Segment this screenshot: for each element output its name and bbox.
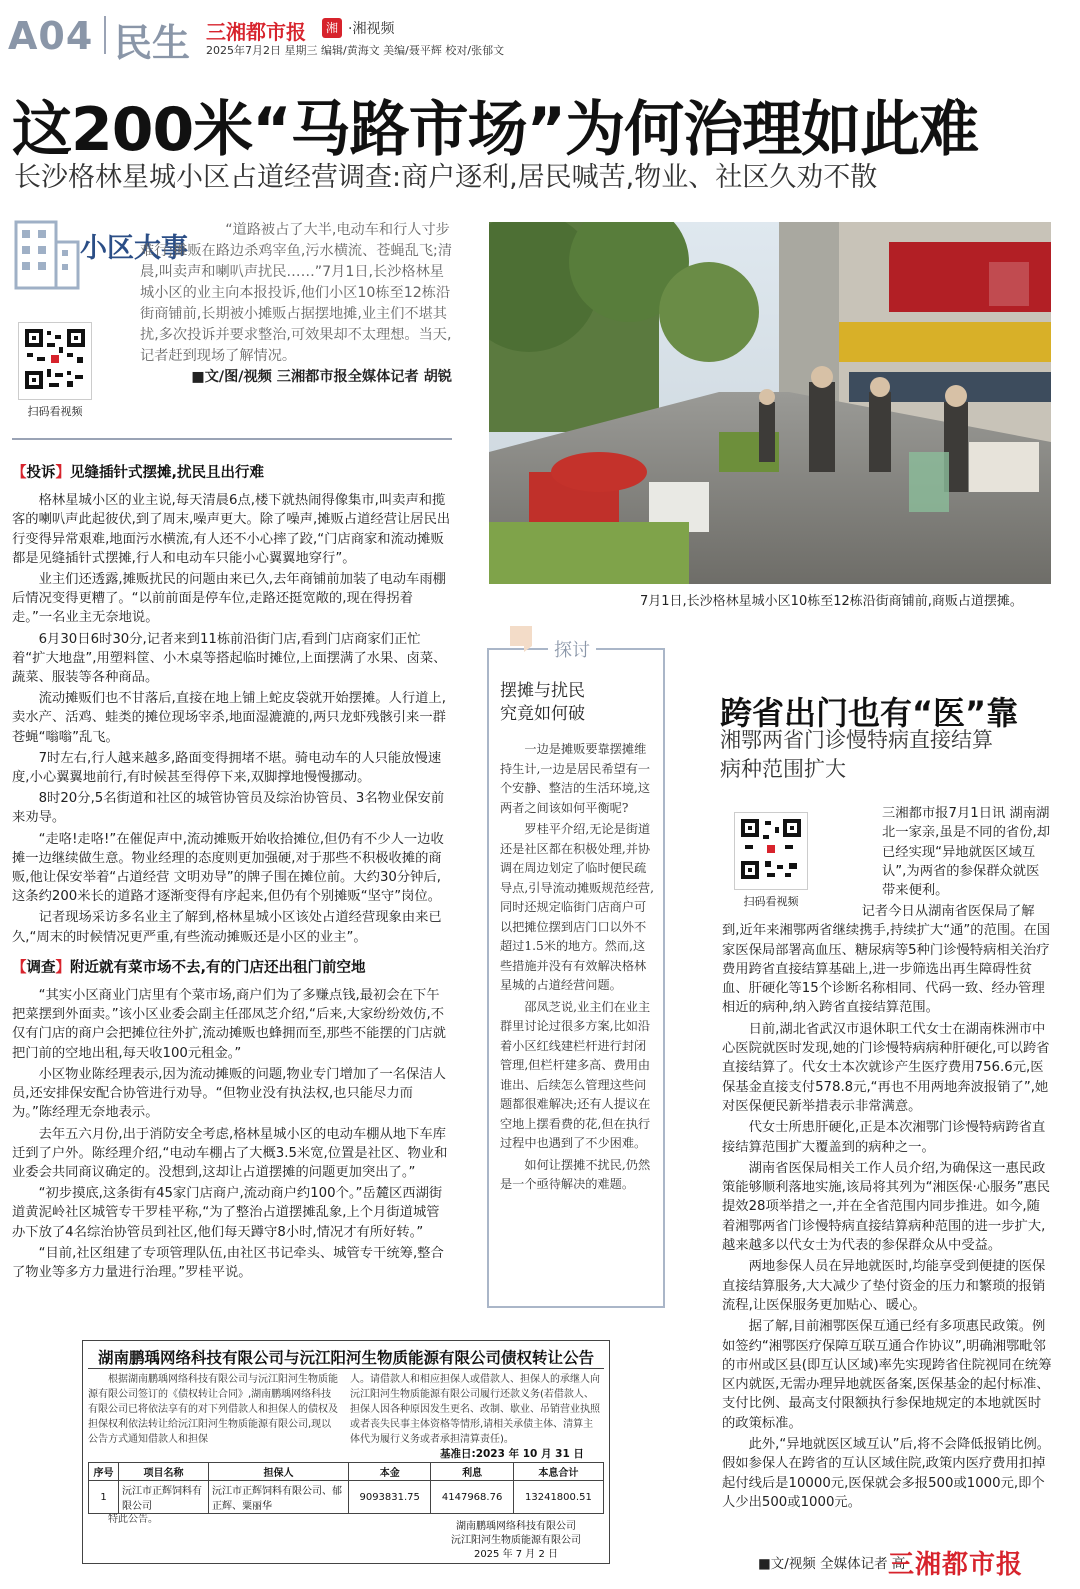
right-headline: 跨省出门也有“医”靠: [720, 694, 1019, 732]
signer-date: 2025 年 7 月 2 日: [473, 1549, 559, 1560]
right-byline: ■文/视频 全媒体记者 高: [758, 1556, 906, 1572]
paragraph: “目前,社区组建了专项管理队伍,由社区书记牵头、城管专干统筹,整合了物业等多方力量进行治理。”罗桂平说。: [12, 1245, 444, 1280]
footer-logo: 三湘都市报: [888, 1550, 1024, 1580]
table-cell: 9093831.75: [349, 1481, 431, 1514]
qr-code-icon[interactable]: [18, 322, 92, 400]
right-lead: [882, 804, 1052, 900]
right-article-body: [722, 902, 1052, 1514]
intro-block: [140, 220, 452, 388]
section2-heading: 【调查】附近就有菜市场不去,有的门店还出租门前空地: [12, 959, 366, 976]
qr-pattern: [739, 817, 803, 881]
col-header: 序号: [89, 1463, 119, 1481]
paragraph: 记者今日从湖南省医保局了解到,近年来湘鄂两省继续携手,持续扩大“通”的范围。在国家医保局部署高血压、糖尿病等5种门诊慢特病相关治疗费用跨省直接结算基础上,进一步筛选出再生障碍性贫血、肝硬化等15个诊断名称相同、代码一致、经办管理相近的病种,纳入跨省直接结算范围。: [722, 904, 1051, 1016]
notice-text-left: 根据湖南鹏瑀网络科技有限公司与沅江阳河生物质能源有限公司签订的《债权转让合同》,湖南鹏瑀网络科技有限公司已将依法享有的对下列借款人和担保人的债权及担保权利依法转让给沅江阳河生物质能源有限公司,现以公告方式通知借款人和担保: [88, 1374, 338, 1445]
paragraph: 业主们还透露,摊贩扰民的问题由来已久,去年商铺前加装了电动车雨棚后情况变得更糟了。“以前前面是停车位,走路还挺宽敞的,现在得拐着走。”一名业主无奈地说。: [12, 572, 446, 626]
notice-rule: [88, 1368, 604, 1369]
paragraph: 8时20分,5名街道和社区的城管协管员及综治协管员、3名物业保安前来劝导。: [12, 791, 445, 826]
paragraph: 流动摊贩们也不甘落后,直接在地上铺上蛇皮袋就开始摆摊。人行道上,卖水产、活鸡、蛙类的摊位现场宰杀,地面湿漉漉的,两只龙虾残骸引来一群苍蝇“嗡嗡”乱飞。: [12, 691, 446, 745]
paragraph: 如何让摆摊不扰民,仍然是一个亟待解决的难题。: [500, 1157, 651, 1191]
table-cell: 13241800.51: [513, 1481, 603, 1514]
table-cell: 沅江市正辉饲料有限公司、郁正辉、粟丽华: [209, 1481, 349, 1514]
qr-code-icon[interactable]: [734, 812, 808, 890]
paragraph: 记者现场采访多名业主了解到,格林星城小区该处占道经营现象由来已久,“周末的时候情况更严重,有些流动摊贩还是小区的业主”。: [12, 910, 442, 945]
table-row: [89, 1481, 604, 1514]
section2-tag: 调查: [26, 959, 56, 976]
paragraph: 罗桂平介绍,无论是街道还是社区都在积极处理,并协调在周边划定了临时便民疏导点,引导流动摊贩规范经营,同时还规定临街门店商户可以把摊位摆到店门口以外不超过1.5米的地方。然而,这些措施并没有有效解决格林星城的占道经营问题。: [500, 822, 654, 992]
discussion-text: [500, 740, 654, 1197]
paragraph: 小区物业陈经理表示,因为流动摊贩的问题,物业专门增加了一名保洁人员,还安排保安配合协管进行劝导。“但物业没有执法权,也只能尽力而为。”陈经理无奈地表示。: [12, 1066, 446, 1121]
qr-caption: 扫码看视频: [743, 895, 799, 908]
paragraph: 去年五六月份,出于消防安全考虑,格林星城小区的电动车棚从地下车库迁到了户外。陈经理介绍,“电动车棚占了大概3.5米宽,位置是社区、物业和业委会共同商议确定的。没想到,这却让占道摆摊的问题更加突出了。”: [12, 1126, 448, 1180]
right-lead-text: 三湘都市报7月1日讯 湖南湖北一家亲,虽是不同的省份,却已经实现“异地就医区域互认”,为两省的参保群众就医带来便利。: [882, 806, 1051, 899]
paragraph: 一边是摊贩要靠摆摊维持生计,一边是居民希望有一个安静、整洁的生活环境,这两者之间该如何平衡呢?: [500, 742, 651, 815]
qr-block[interactable]: [18, 322, 92, 419]
paragraph: 格林星城小区的业主说,每天清晨6点,楼下就热闹得像集市,叫卖声和揽客的喇叭声此起彼伏,到了周末,噪声更大。除了噪声,摊贩占道经营让居民出行变得异常艰难,地面污水横流,有人还不小心摔了跤,“门店商家和流动摊贩都是见缝插针式摆摊,行人和电动车只能小心翼翼地穿行”。: [12, 493, 451, 566]
notice-table: [88, 1462, 604, 1514]
street-market-photo: [489, 222, 1051, 584]
discussion-title: 摆摊与扰民 究竟如何破: [500, 681, 585, 724]
paragraph: “走咯!走咯!”在催促声中,流动摊贩开始收拾摊位,但仍有不少人一边收摊一边继续做生意。物业经理的态度则更加强硬,对于那些不积极收摊的商贩,他让保安举着“占道经营 文明劝导”的牌子围在摊位前。大约30分钟后,这条约200米长的道路才逐渐变得有序起来,但仍有个别摊贩“坚守”岗位。: [12, 831, 444, 905]
table-cell: 沅江市正辉饲料有限公司: [119, 1481, 209, 1514]
section1-tag: 投诉: [26, 465, 56, 481]
column-logo-text: 小区大事: [80, 233, 188, 264]
section-name: 民生: [114, 21, 191, 65]
header-divider: [104, 16, 106, 54]
paragraph: “初步摸底,这条街有45家门店商户,流动商户约100个。”岳麓区西湖街道黄泥岭社区城管专干罗桂平称,“为了整治占道摆摊乱象,上个月街道城管办下放了4名综治协管员到社区,他们每天蹲守8小时,情况才有所好转。”: [12, 1186, 443, 1240]
masthead-brand: 三湘都市报: [206, 20, 306, 44]
section2-title: 附近就有菜市场不去,有的门店还出租门前空地: [70, 959, 366, 976]
discussion-tag: 探讨: [548, 636, 596, 662]
article-column-left: [12, 458, 452, 1284]
qr-pattern: [23, 327, 87, 391]
notice-cutoff-date: 基准日:2023 年 10 月 31 日: [440, 1448, 584, 1460]
paragraph: 据了解,目前湘鄂医保互通已经有多项惠民政策。例如签约“湘鄂医疗保障互联互通合作协议”,明确湘鄂毗邻的市州或区县(即互认区域)率先实现跨省住院视同在统筹区内就医,无需办理异地就医备案,医保基金的起付标准、支付比例、最高支付限额执行参保地规定的本地就医时的政策标准。: [722, 1319, 1052, 1431]
main-subheadline: 长沙格林星城小区占道经营调查:商户逐利,居民喊苦,物业、社区久劝不散: [14, 162, 878, 193]
intro-byline: ■文/图/视频 三湘都市报全媒体记者 胡锐: [191, 369, 452, 385]
paragraph: 此外,“异地就医区域互认”后,将不会降低报销比例。假如参保人在跨省的互认区域住院,政策内医疗费用扣掉起付线后是10000元,医保就会多报500或1000元,即个人少出500或1000元。: [722, 1437, 1051, 1510]
page-number: A04: [8, 14, 94, 58]
paragraph: 湖南省医保局相关工作人员介绍,为确保这一惠民政策能够顺利落地实施,该局将其列为“湘医保·心服务”惠民提效28项举措之一,并在全省范围内同步推进。如今,随着湘鄂两省门诊慢特病直接结算病种范围的进一步扩大,越来越多以代女士为代表的参保群众从中受益。: [722, 1160, 1051, 1254]
col-header: 担保人: [209, 1463, 349, 1481]
table-header-row: [89, 1463, 604, 1481]
notice-footnote: 特此公告。: [108, 1514, 158, 1525]
paragraph: 7时左右,行人越来越多,路面变得拥堵不堪。骑电动车的人只能放慢速度,小心翼翼地前行,有时候甚至得停下来,双脚撑地慢慢挪动。: [12, 750, 442, 786]
photo-caption: 7月1日,长沙格林星城小区10栋至12栋沿街商铺前,商贩占道摆摊。: [640, 594, 1023, 609]
section1-title: 见缝插针式摆摊,扰民且出行难: [70, 465, 265, 481]
col-header: 项目名称: [119, 1463, 209, 1481]
issue-meta: 2025年7月2日 星期三 编辑/黄海文 美编/聂平辉 校对/张郁文: [206, 44, 505, 57]
section1-heading: 【投诉】见缝插针式摆摊,扰民且出行难: [12, 465, 265, 481]
col-header: 本金: [349, 1463, 431, 1481]
intro-text: “道路被占了大半,电动车和行人寸步难行;摊贩在路边杀鸡宰鱼,污水横流、苍蝇乱飞;清晨,叫卖声和喇叭声扰民……”7月1日,长沙格林星城小区的业主向本报投诉,他们小区10栋至12栋沿街商铺前,长期被小摊贩占据摆地摊,业主们不堪其扰,多次投诉并要求整治,可效果却不太理想。当天,记者赶到现场了解情况。: [140, 222, 453, 364]
brand-badge: 湘: [322, 18, 342, 38]
qr-block-right[interactable]: [734, 812, 808, 909]
photo-illustration: [489, 222, 1051, 584]
paragraph: “其实小区商业门店里有个菜市场,商户们为了多赚点钱,最初会在下午把菜摆到外面卖。”该小区业委会副主任邵凤芝介绍,“后来,大家纷纷效仿,不仅有门店的商户会把摊位往外扩,流动摊贩也蜂拥而至,那些不能摆的门店就把门前的空地出租,每天收100元租金。”: [12, 988, 446, 1061]
intro-rule: [12, 438, 452, 440]
main-headline: 这200米“马路市场”为何治理如此难: [12, 95, 979, 165]
paragraph: 日前,湖北省武汉市退休职工代女士在湖南株洲市中心医院就医时发现,她的门诊慢特病病种肝硬化,可以跨省直接结算了。代女士本次就诊产生医疗费用756.6元,医保基金直接支付578.8元,“再也不用两地奔波报销了”,她对医保便民新举措表示非常满意。: [722, 1021, 1050, 1114]
signer: 沅江阳河生物质能源有限公司: [451, 1535, 581, 1546]
signer: 湖南鹏瑀网络科技有限公司: [456, 1521, 576, 1532]
brand-video-label: ·湘视频: [348, 21, 395, 37]
right-subheadline: 湘鄂两省门诊慢特病直接结算 病种范围扩大: [720, 728, 993, 781]
quote-tab-icon: [508, 624, 534, 654]
notice-title: 湖南鹏瑀网络科技有限公司与沅江阳河生物质能源有限公司债权转让公告: [97, 1349, 594, 1367]
paragraph: 代女士所患肝硬化,正是本次湘鄂门诊慢特病跨省直接结算范围扩大覆盖到的病种之一。: [722, 1120, 1046, 1155]
paragraph: 两地参保人员在异地就医时,均能享受到便捷的医保直接结算服务,大大减少了垫付资金的压力和繁琐的报销流程,让医保服务更加贴心、暖心。: [722, 1259, 1046, 1313]
col-header: 本息合计: [513, 1463, 603, 1481]
qr-caption: 扫码看视频: [27, 405, 83, 418]
paragraph: 邵凤芝说,业主们在业主群里讨论过很多方案,比如沿着小区红线建栏杆进行封闭管理,但栏杆建多高、费用由谁出、后续怎么管理这些问题都很难解决;还有人提议在空地上摆看费的花,但在执行过程中也遇到了不少困难。: [500, 999, 651, 1150]
notice-text-right: 人。请借款人和相应担保人或借款人、担保人的承继人向沅江阳河生物质能源有限公司履行还款义务(若借款人、担保人因各种原因发生更名、改制、歇业、吊销营业执照或者丧失民事主体资格等情形,请相关承债主体、清算主体代为履行义务或者承担清算责任)。: [350, 1374, 600, 1445]
table-cell: 4147968.76: [431, 1481, 513, 1514]
paragraph: 6月30日6时30分,记者来到11栋前沿街门店,看到门店商家们正忙着“扩大地盘”,用塑料筐、小木桌等搭起临时摊位,上面摆满了水果、卤菜、蔬菜、服装等各种商品。: [12, 631, 447, 686]
notice-signers: [430, 1520, 602, 1562]
col-header: 利息: [431, 1463, 513, 1481]
table-cell: 1: [89, 1481, 119, 1514]
column-logo: [14, 212, 188, 290]
